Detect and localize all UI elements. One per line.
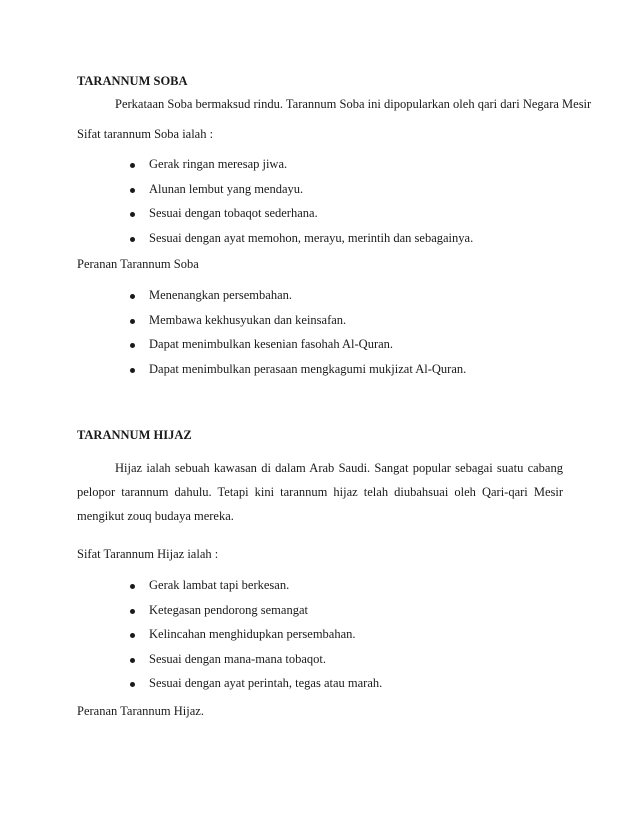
list-item: Sesuai dengan tobaqot sederhana. [130,206,473,231]
section-title-soba: TARANNUM SOBA [77,74,188,88]
bullet-icon [130,188,135,193]
hijaz-sifat-label: Sifat Tarannum Hijaz ialah : [77,547,219,561]
section-title-hijaz: TARANNUM HIJAZ [77,428,192,442]
bullet-icon [130,237,135,242]
bullet-icon [130,294,135,299]
list-item: Gerak lambat tapi berkesan. [130,578,382,603]
list-item: Sesuai dengan ayat memohon, merayu, merintih dan sebagainya. [130,231,473,256]
bullet-icon [130,682,135,687]
list-item: Kelincahan menghidupkan persembahan. [130,627,382,652]
bullet-icon [130,633,135,638]
list-item: Menenangkan persembahan. [130,288,466,313]
list-item: Dapat menimbulkan kesenian fasohah Al-Quran. [130,337,466,362]
bullet-icon [130,212,135,217]
list-item: Sesuai dengan ayat perintah, tegas atau marah. [130,676,382,701]
bullet-icon [130,368,135,373]
list-item: Alunan lembut yang mendayu. [130,182,473,207]
hijaz-intro: Hijaz ialah sebuah kawasan di dalam Arab Saudi. Sangat popular sebagai suatu cabang pelopor tarannum dahulu. Tetapi kini tarannum hijaz telah diubahsuai oleh Qari-qari Mesir mengikut zouq budaya mereka. [77,461,563,523]
list-item: Gerak ringan meresap jiwa. [130,157,473,182]
bullet-icon [130,584,135,589]
list-item: Sesuai dengan mana-mana tobaqot. [130,652,382,677]
soba-peranan-list [130,288,466,386]
bullet-icon [130,658,135,663]
list-item: Ketegasan pendorong semangat [130,603,382,628]
list-item: Membawa kekhusyukan dan keinsafan. [130,313,466,338]
bullet-icon [130,343,135,348]
bullet-icon [130,319,135,324]
hijaz-peranan-label: Peranan Tarannum Hijaz. [77,704,204,718]
soba-sifat-label: Sifat tarannum Soba ialah : [77,127,214,141]
bullet-icon [130,609,135,614]
soba-peranan-label: Peranan Tarannum Soba [77,257,199,271]
hijaz-sifat-list [130,578,382,701]
soba-sifat-list [130,157,473,255]
list-item: Dapat menimbulkan perasaan mengkagumi mukjizat Al-Quran. [130,362,466,387]
soba-intro: Perkataan Soba bermaksud rindu. Tarannum Soba ini dipopularkan oleh qari dari Negara Mesir [115,97,592,111]
bullet-icon [130,163,135,168]
